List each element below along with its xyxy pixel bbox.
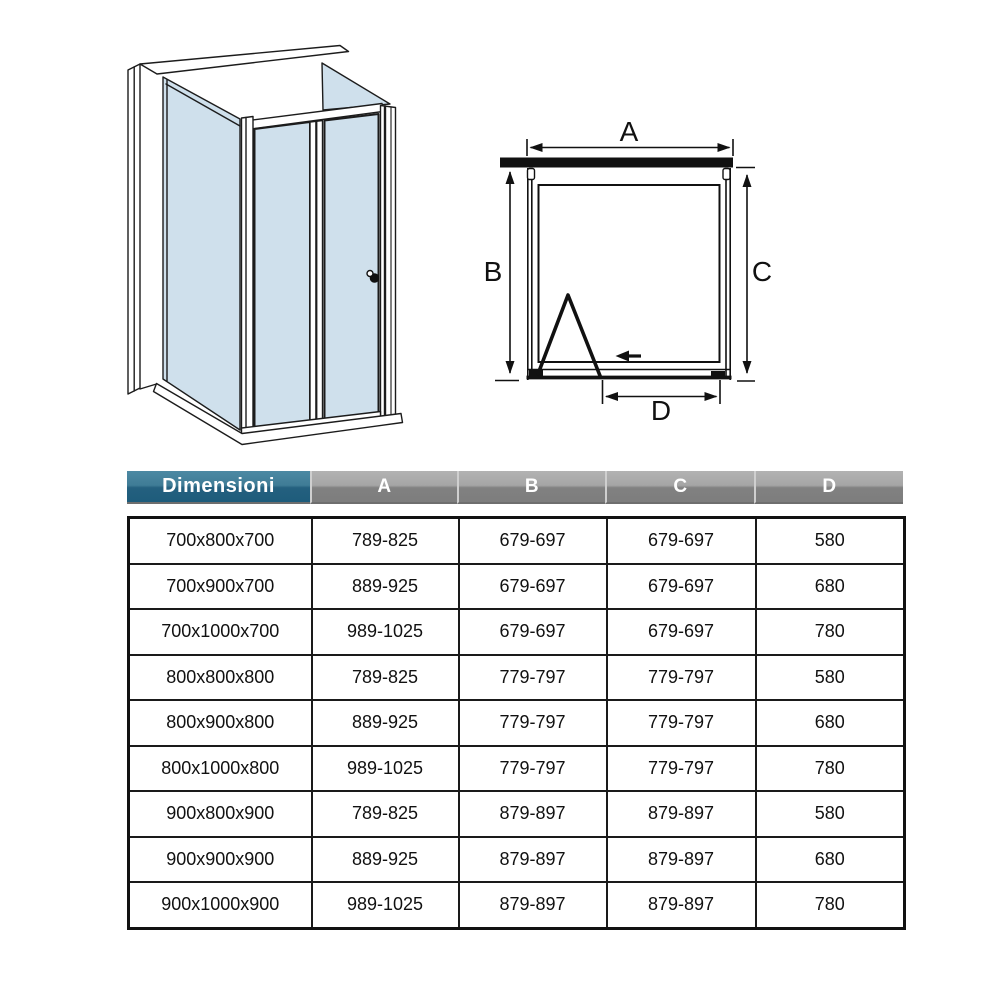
table-cell: 779-797 xyxy=(459,700,607,746)
table-cell: 680 xyxy=(756,837,905,883)
enclosure-3d-drawing xyxy=(100,20,440,460)
size-table-body xyxy=(129,518,905,929)
table-cell: 679-697 xyxy=(459,564,607,610)
table-cell: 680 xyxy=(756,564,905,610)
table-row xyxy=(129,791,905,837)
table-row xyxy=(129,837,905,883)
table-cell: 779-797 xyxy=(607,700,756,746)
wall-profile-left xyxy=(528,169,535,180)
table-cell: 989-1025 xyxy=(312,746,459,792)
table-cell: 580 xyxy=(756,655,905,701)
table-cell: 879-897 xyxy=(459,791,607,837)
table-cell: 879-897 xyxy=(459,837,607,883)
open-door-outline xyxy=(538,295,601,377)
slide-direction-arrow xyxy=(616,351,642,362)
table-cell: 800x1000x800 xyxy=(129,746,312,792)
table-cell: 879-897 xyxy=(607,837,756,883)
front-right-post xyxy=(381,106,396,419)
table-cell: 580 xyxy=(756,518,905,564)
return-glass-panel xyxy=(322,63,390,110)
dim-label-b: B xyxy=(483,256,503,287)
header-cell-dimensioni: Dimensioni xyxy=(127,471,310,504)
table-cell: 779-797 xyxy=(459,655,607,701)
track-end-right xyxy=(711,371,725,378)
table-cell: 879-897 xyxy=(607,791,756,837)
table-cell: 700x800x700 xyxy=(129,518,312,564)
table-cell: 680 xyxy=(756,700,905,746)
table-cell: 800x800x800 xyxy=(129,655,312,701)
front-left-post xyxy=(242,117,254,437)
header-cell-c: C xyxy=(605,471,754,504)
dimension-diagram xyxy=(470,100,810,440)
table-cell: 879-897 xyxy=(459,882,607,928)
side-glass-panel xyxy=(163,77,240,430)
table-cell: 900x1000x900 xyxy=(129,882,312,928)
table-cell: 789-825 xyxy=(312,655,459,701)
header-cell-b: B xyxy=(457,471,605,504)
table-row xyxy=(129,609,905,655)
table-cell: 779-797 xyxy=(607,655,756,701)
bifold-door-right xyxy=(325,114,379,423)
table-row xyxy=(129,655,905,701)
table-cell: 989-1025 xyxy=(312,609,459,655)
table-cell: 800x900x800 xyxy=(129,700,312,746)
table-row xyxy=(129,518,905,564)
table-cell: 779-797 xyxy=(607,746,756,792)
table-row xyxy=(129,746,905,792)
table-cell: 889-925 xyxy=(312,700,459,746)
table-cell: 679-697 xyxy=(607,609,756,655)
table-cell: 700x900x700 xyxy=(129,564,312,610)
table-cell: 900x900x900 xyxy=(129,837,312,883)
table-row xyxy=(129,564,905,610)
dim-label-d: D xyxy=(650,395,672,426)
wall-profile-right xyxy=(723,169,730,180)
table-cell: 679-697 xyxy=(459,609,607,655)
table-cell: 700x1000x700 xyxy=(129,609,312,655)
dim-label-c: C xyxy=(751,256,773,287)
table-cell: 679-697 xyxy=(607,518,756,564)
table-cell: 889-925 xyxy=(312,564,459,610)
table-cell: 789-825 xyxy=(312,518,459,564)
table-cell: 900x800x900 xyxy=(129,791,312,837)
top-beam xyxy=(140,46,349,75)
wall-bar xyxy=(500,158,733,168)
bifold-door-left xyxy=(255,122,311,431)
header-cell-d: D xyxy=(754,471,903,504)
enclosure-plan-frame xyxy=(527,168,732,380)
table-row xyxy=(129,700,905,746)
table-cell: 780 xyxy=(756,746,905,792)
table-cell: 989-1025 xyxy=(312,882,459,928)
table-header xyxy=(127,471,903,504)
table-cell: 879-897 xyxy=(607,882,756,928)
table-cell: 580 xyxy=(756,791,905,837)
dim-label-a: A xyxy=(619,116,639,147)
header-cell-a: A xyxy=(310,471,457,504)
table-cell: 789-825 xyxy=(312,791,459,837)
table-cell: 779-797 xyxy=(459,746,607,792)
table-cell: 889-925 xyxy=(312,837,459,883)
table-cell: 679-697 xyxy=(607,564,756,610)
size-table xyxy=(127,516,906,930)
table-cell: 780 xyxy=(756,882,905,928)
table-row xyxy=(129,882,905,928)
table-cell: 679-697 xyxy=(459,518,607,564)
table-cell: 780 xyxy=(756,609,905,655)
